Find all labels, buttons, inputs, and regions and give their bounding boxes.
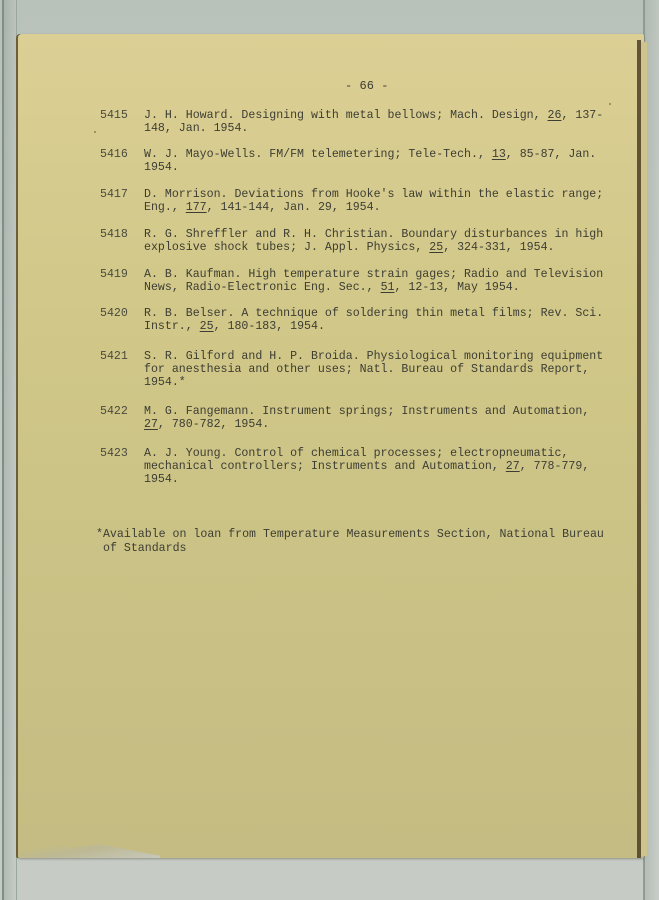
entry-number: 5417: [100, 188, 128, 201]
entry-number: 5421: [100, 350, 128, 363]
citation-pages-date: , 780-782, 1954.: [157, 418, 270, 431]
citation-text: J. H. Howard. Designing with metal bellows; Mach. Design,: [144, 109, 548, 122]
entry-number: 5420: [100, 307, 128, 320]
citation-pages-date: , 137-148, Jan. 1954.: [144, 109, 604, 135]
citation-pages-date: , 141-144, Jan. 29, 1954.: [206, 201, 381, 214]
entry-number: 5416: [100, 148, 128, 161]
paper-speck: [609, 103, 611, 105]
citation-text: D. Morrison. Deviations from Hooke's law within the elastic range; Eng.,: [144, 188, 604, 214]
citation-volume: 13: [491, 148, 506, 161]
entry-citation: [144, 188, 614, 214]
entry-citation: [144, 228, 614, 254]
entry-number: 5418: [100, 228, 128, 241]
citation-pages-date: , 85-87, Jan. 1954.: [144, 148, 597, 174]
entry-citation: [144, 350, 614, 389]
citation-pages-date: , 180-183, 1954.: [213, 320, 325, 333]
entry-number: 5419: [100, 268, 128, 281]
citation-volume: 27: [144, 418, 158, 431]
citation-volume: 25: [199, 320, 214, 333]
paper-speck: [94, 131, 96, 133]
citation-text: R. G. Shreffler and R. H. Christian. Boundary disturbances in high explosive shock tubes; J. Appl. Physics,: [144, 228, 604, 254]
citation-volume: 26: [547, 109, 562, 122]
citation-volume: 51: [380, 281, 395, 294]
entry-citation: [144, 268, 614, 294]
entry-citation: [144, 447, 614, 486]
citation-text: R. B. Belser. A technique of soldering thin metal films; Rev. Sci. Instr.,: [144, 307, 604, 333]
entry-citation: [144, 405, 614, 431]
citation-volume: 27: [505, 460, 520, 473]
entry-number: 5415: [100, 109, 128, 122]
entry-citation: [144, 109, 614, 135]
citation-pages-date: , 778-779, 1954.: [144, 460, 590, 486]
page-number: - 66 -: [345, 79, 389, 93]
citation-pages-date: , 12-13, May 1954.: [394, 281, 520, 294]
citation-volume: 177: [185, 201, 207, 214]
citation-text: M. G. Fangemann. Instrument springs; Instruments and Automation,: [144, 405, 590, 418]
citation-volume: 25: [429, 241, 444, 254]
citation-text: S. R. Gilford and H. P. Broida. Physiological monitoring equipment for anesthesia and other uses; Natl. Bureau of Standards Report, 1954.*: [144, 350, 604, 389]
footnote: [96, 528, 606, 556]
citation-text: A. B. Kaufman. High temperature strain gages; Radio and Television News, Radio-Electronic Eng. Sec.,: [144, 268, 604, 294]
scanner-glass-edge-left: [2, 0, 17, 900]
citation-pages-date: , 324-331, 1954.: [443, 241, 555, 254]
entry-number: 5423: [100, 447, 128, 460]
entry-number: 5422: [100, 405, 128, 418]
footnote-line: of Standards: [103, 542, 187, 555]
entry-citation: [144, 307, 614, 333]
entry-citation: [144, 148, 614, 174]
footnote-line: *Available on loan from Temperature Measurements Section, National Bureau: [96, 528, 604, 541]
citation-text: A. J. Young. Control of chemical processes; electropneumatic, mechanical controllers; Instruments and Automation,: [144, 447, 569, 473]
citation-text: W. J. Mayo-Wells. FM/FM telemetering; Tele-Tech.,: [144, 148, 492, 161]
underlying-page-edge: [641, 42, 647, 856]
